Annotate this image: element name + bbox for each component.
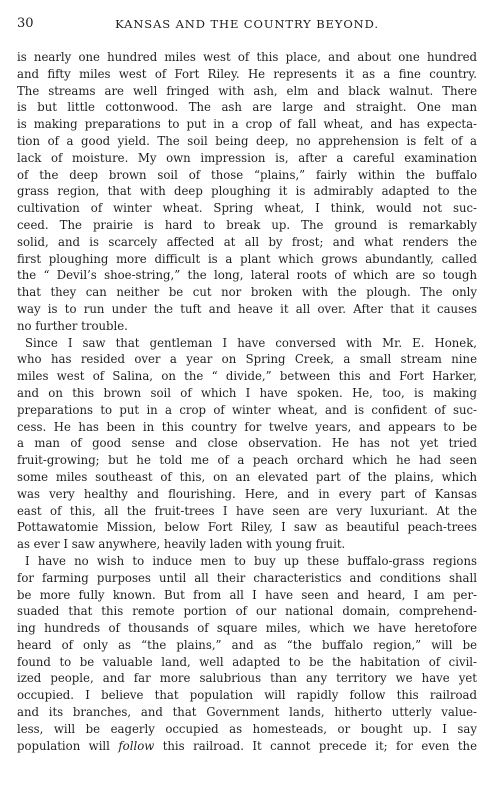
text-line: way is to run under the tuft and heave it all over. After that it causes	[17, 301, 477, 316]
text-line: that they can neither be cut nor broken with the plough. The only	[17, 285, 477, 300]
text-line: cultivation of winter wheat. Spring wheat, I think, would not suc-	[17, 201, 477, 216]
text-line: lack of moisture. My own impression is, after a careful examination	[17, 150, 477, 165]
emphasized-word: follow	[118, 738, 155, 753]
book-page	[17, 16, 477, 754]
text-segment: this railroad. It cannot precede it; for even the	[154, 738, 477, 753]
text-line: is but little cottonwood. The ash are large and straight. One man	[17, 100, 477, 115]
text-line-final	[17, 738, 477, 755]
text-line: ized people, and far more salubrious than any territory we have yet	[17, 671, 477, 686]
text-segment: population will	[17, 738, 119, 753]
text-line: first ploughing more difficult is a plant which grows abundantly, called	[17, 251, 477, 266]
text-line: who has resided over a year on Spring Creek, a small stream nine	[17, 352, 477, 367]
text-line: cess. He has been in this country for twelve years, and appears to be	[17, 419, 477, 434]
text-line: ceed. The prairie is hard to break up. The ground is remarkably	[17, 217, 477, 232]
text-line: tion of a good yield. The soil being deep, no apprehension is felt of a	[17, 133, 477, 148]
text-line: I have no wish to induce men to buy up these buffalo-grass regions	[25, 553, 477, 568]
page-header	[17, 16, 477, 34]
text-line: found to be valuable land, well adapted to be the habitation of civil-	[17, 654, 477, 669]
text-line: and fifty miles west of Fort Riley. He represents it as a fine country.	[17, 66, 477, 81]
text-line: less, will be eagerly occupied as homesteads, or bought up. I say	[17, 721, 477, 736]
text-line: no further trouble.	[17, 318, 128, 333]
text-line: grass region, that with deep ploughing it is admirably adapted to the	[17, 184, 477, 199]
running-head: KANSAS AND THE COUNTRY BEYOND.	[115, 17, 379, 31]
text-line: solid, and is scarcely affected at all by frost; and what renders the	[17, 234, 477, 249]
text-line: as ever I saw anywhere, heavily laden with young fruit.	[17, 537, 346, 552]
body-text	[17, 49, 477, 754]
text-line: for farming purposes until all their characteristics and conditions shall	[17, 570, 477, 585]
text-line: heard of only as “the plains,” and as “the buffalo region,” will be	[17, 637, 477, 652]
text-line: occupied. I believe that population will rapidly follow this railroad	[17, 688, 477, 703]
page-number: 30	[17, 16, 34, 31]
text-line: some miles southeast of this, on an elevated part of the plains, which	[17, 469, 477, 484]
text-line: The streams are well fringed with ash, elm and black walnut. There	[17, 83, 477, 98]
text-line: and its branches, and that Government lands, hitherto utterly value-	[17, 705, 477, 720]
text-line: was very healthy and flourishing. Here, and in every part of Kansas	[17, 486, 477, 501]
text-line: Pottawatomie Mission, below Fort Riley, I saw as beautiful peach-trees	[17, 520, 477, 535]
paragraph	[17, 49, 477, 335]
text-line: suaded that this remote portion of our national domain, comprehend-	[17, 604, 477, 619]
text-line: be more fully known. But from all I have seen and heard, I am per-	[17, 587, 477, 602]
paragraph	[17, 335, 477, 553]
text-line: and on this brown soil of which I have spoken. He, too, is making	[17, 385, 477, 400]
text-line: preparations to put in a crop of winter wheat, and is confident of suc-	[17, 402, 477, 417]
text-line: is making preparations to put in a crop of fall wheat, and has expecta-	[17, 117, 477, 132]
text-line: miles west of Salina, on the “ divide,” between this and Fort Harker,	[17, 369, 477, 384]
paragraph	[17, 553, 477, 755]
text-line: the “ Devil’s shoe-string,” the long, lateral roots of which are so tough	[17, 268, 477, 283]
text-line: ing hundreds of thousands of square miles, which we have heretofore	[17, 621, 477, 636]
text-line: fruit-growing; but he told me of a peach orchard which he had seen	[17, 453, 477, 468]
text-line: Since I saw that gentleman I have conversed with Mr. E. Honek,	[25, 335, 477, 350]
text-line: east of this, all the fruit-trees I have seen are very luxuriant. At the	[17, 503, 477, 518]
text-line: a man of good sense and close observation. He has not yet tried	[17, 436, 477, 451]
text-line: is nearly one hundred miles west of this place, and about one hundred	[17, 50, 477, 64]
text-line: of the deep brown soil of those “plains,” fairly within the buffalo	[17, 167, 477, 182]
